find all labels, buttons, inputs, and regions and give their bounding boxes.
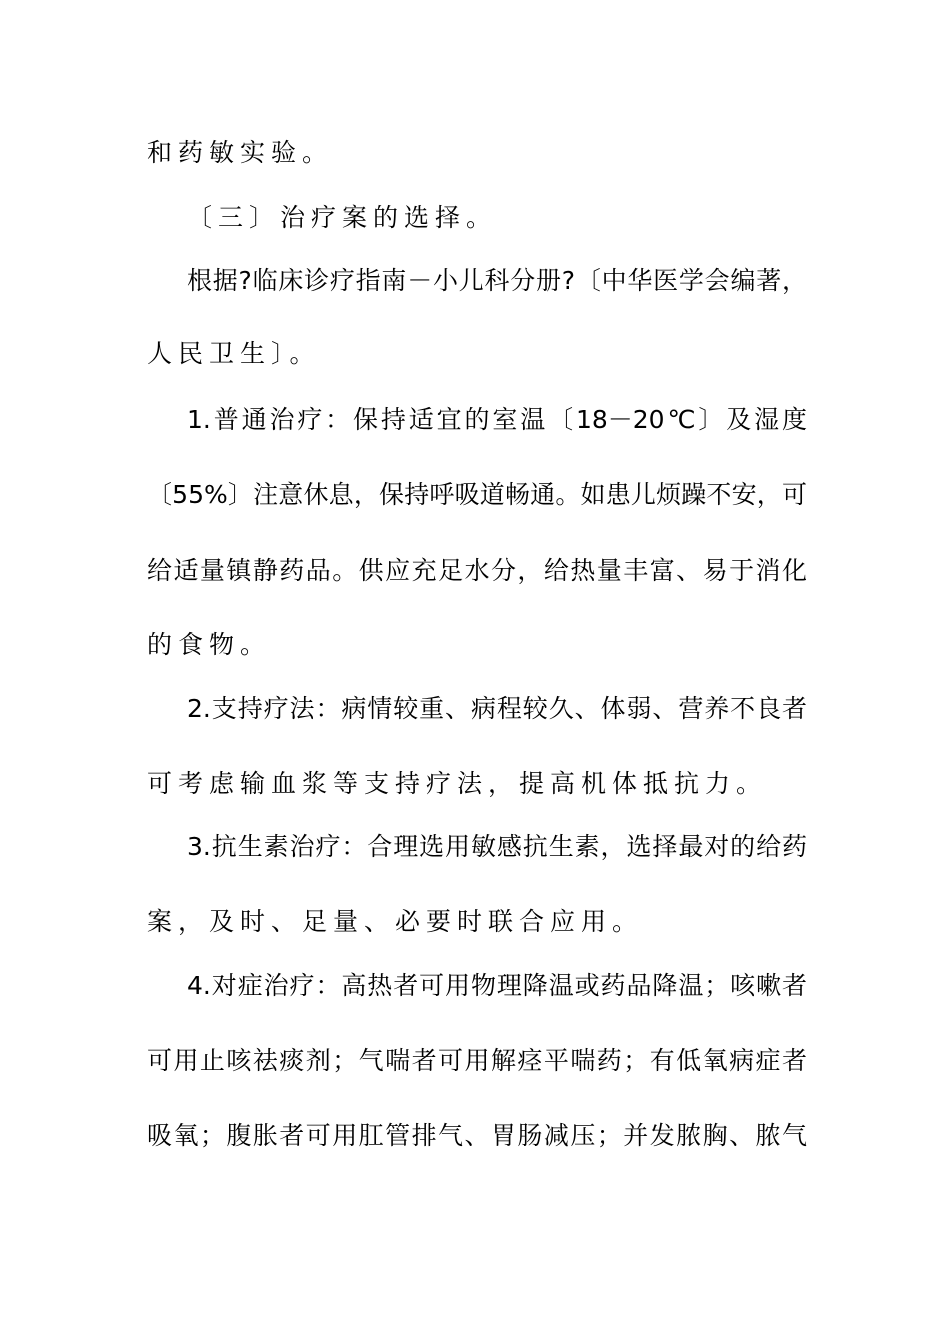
text-line: 可考虑输血浆等支持疗法，提高机体抵抗力。 bbox=[147, 769, 768, 798]
section-heading: 〔三〕治疗案的选择。 bbox=[187, 203, 498, 232]
text-line: 2.支持疗法：病情较重、病程较久、体弱、营养不良者 bbox=[187, 694, 807, 723]
text-line: 案，及时、足量、必要时联合应用。 bbox=[147, 907, 644, 936]
text-line: 根据?临床诊疗指南－小儿科分册?〔中华医学会编著， bbox=[187, 266, 807, 295]
text-line: 的食物。 bbox=[147, 630, 272, 659]
text-line: 吸氧；腹胀者可用肛管排气、胃肠减压；并发脓胸、脓气 bbox=[147, 1121, 807, 1150]
text-line: 4.对症治疗：高热者可用物理降温或药品降温；咳嗽者 bbox=[187, 971, 807, 1000]
text-line: 给适量镇静药品。供应充足水分，给热量丰富、易于消化 bbox=[147, 556, 807, 585]
text-line: 可用止咳祛痰剂；气喘者可用解痉平喘药；有低氧病症者 bbox=[147, 1046, 807, 1075]
text-line: 人民卫生〕。 bbox=[147, 339, 321, 368]
text-line: 〔55%〕注意休息，保持呼吸道畅通。如患儿烦躁不安，可 bbox=[147, 480, 807, 509]
text-line: 3.抗生素治疗：合理选用敏感抗生素，选择最对的给药 bbox=[187, 832, 807, 861]
text-line: 1.普通治疗：保持适宜的室温〔18－20℃〕及湿度 bbox=[187, 405, 807, 434]
text-line: 和药敏实验。 bbox=[147, 138, 334, 167]
